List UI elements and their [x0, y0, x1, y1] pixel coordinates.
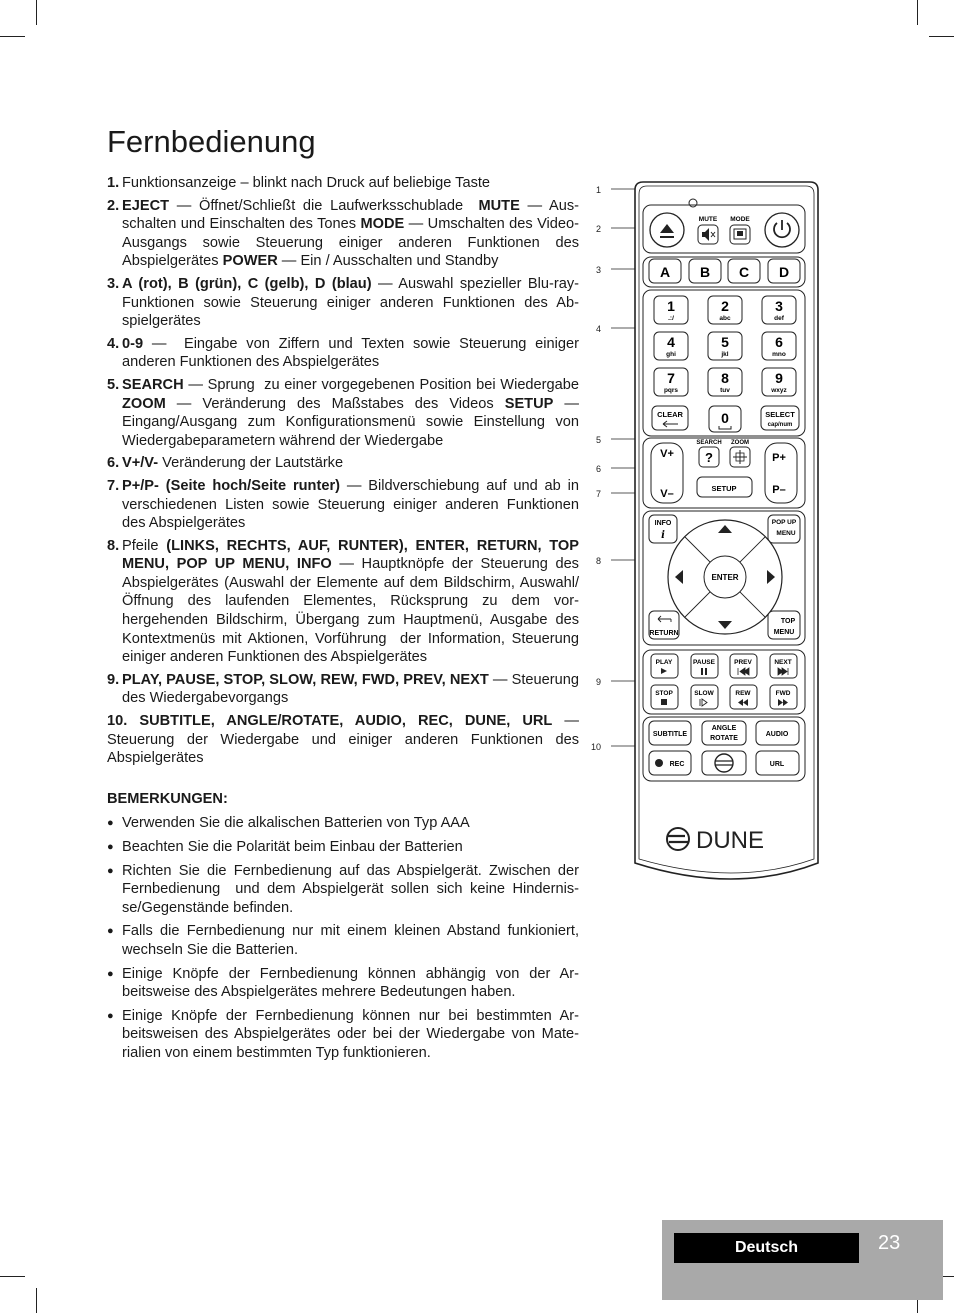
prev-label: PREV: [734, 659, 752, 666]
remark-item: [107, 965, 579, 1002]
crop-mark: [917, 0, 918, 25]
power-button[interactable]: [765, 213, 799, 247]
digit-grid: [654, 296, 796, 396]
feature-item: [107, 454, 579, 473]
remark-text: Einige Knöpfe der Fernbedienung können nur bei bestimmten Arbeitsweisen des Abspielgerätes oder bei der Wiedergabe von Materialien von einem bestimmten Typ funktionieren.: [122, 1007, 579, 1061]
button-a[interactable]: [649, 259, 681, 283]
digit-8-button[interactable]: [708, 368, 742, 396]
stop-label: STOP: [655, 690, 673, 697]
digit-1-button[interactable]: [654, 296, 688, 324]
feature-item: [107, 335, 579, 372]
item-text: Pfeile (LINKS, RECHTS, AUF, RUNTER), ENTER, RETURN, TOP MENU, POP UP MENU, INFO — Hauptknöpfe der Steuerung des Abspielgerätes (Auswahl der Elemente auf dem Bildschirm, Auswahl/Öffnung des laufenden Elementes, Rücksprung zu dem vorhergehenden Bildschirm, Übergang zum Hauptmenü, Ausgabe des Kontextmenüs mit Aktionen, Vorführung der Information, Steuerung einiger anderen Funktionen des Abspielgerätes: [122, 537, 580, 666]
clear-button[interactable]: [652, 406, 688, 430]
digit-6-button[interactable]: [762, 332, 796, 360]
bullet-icon: ●: [107, 967, 114, 980]
item-number: 1.: [107, 175, 120, 191]
button-d-label: D: [778, 264, 790, 280]
item-text: Funktionsanzeige – blinkt nach Druck auf beliebige Taste: [122, 175, 491, 191]
remark-item: [107, 862, 579, 918]
indicator-led: [689, 199, 697, 207]
search-button[interactable]: [699, 447, 719, 467]
remark-item: [107, 1007, 579, 1063]
item-number: 6.: [107, 455, 120, 472]
channel-rocker[interactable]: [765, 443, 797, 503]
clear-label: CLEAR: [657, 410, 683, 419]
callout-1: 1: [595, 185, 601, 195]
digit-6-letters: mno: [772, 351, 786, 358]
angle-rotate-button[interactable]: [702, 721, 746, 745]
feature-item: [107, 174, 579, 193]
remark-text: Falls die Fernbedienung nur mit einem kleinen Abstand funkioniert, wechseln Sie die Batterien.: [122, 923, 579, 958]
item-text: P+/P- (Seite hoch/Seite runter) — Bildverschiebung auf und ab in verschiedenen Listen sowie Steuerung einiger anderen Funktionen des Abspielgerätes: [122, 477, 579, 532]
feature-list: [107, 174, 579, 768]
callout-3: 3: [595, 265, 601, 275]
digit-4-label: 4: [667, 334, 675, 350]
digit-8-label: 8: [721, 370, 729, 386]
select-sub-label: cap/num: [767, 422, 793, 428]
digit-2-label: 2: [721, 298, 729, 314]
rec-button[interactable]: [649, 751, 691, 775]
crop-mark: [36, 1288, 37, 1313]
top-menu-button[interactable]: [768, 611, 800, 639]
callout-7: 7: [595, 489, 601, 499]
digit-1-label: 1: [667, 298, 675, 314]
rotate-label: ROTATE: [710, 735, 738, 742]
top-label-line1: TOP: [780, 618, 796, 625]
select-button[interactable]: [761, 406, 799, 430]
digit-5-label: 5: [721, 334, 729, 350]
search-glyph: ?: [705, 450, 713, 465]
url-label: URL: [769, 761, 785, 768]
digit-2-button[interactable]: [708, 296, 742, 324]
stop-button[interactable]: [651, 685, 678, 709]
crop-mark: [929, 36, 954, 37]
remarks-heading: BEMERKUNGEN:: [107, 790, 228, 807]
subtitle-button[interactable]: [649, 721, 691, 745]
fwd-button[interactable]: [770, 685, 797, 709]
page-number: 23: [878, 1232, 901, 1254]
crop-mark: [0, 1276, 25, 1277]
pause-button[interactable]: [691, 654, 718, 678]
remote-control-illustration: [585, 175, 825, 895]
return-button[interactable]: [649, 611, 679, 639]
button-c-label: C: [738, 264, 750, 280]
digit-1-letters: .:/: [668, 315, 674, 322]
item-number: 8.: [107, 537, 120, 554]
digit-7-letters: pqrs: [663, 387, 679, 394]
audio-button[interactable]: [756, 721, 799, 745]
rew-button[interactable]: [730, 685, 757, 709]
setup-button[interactable]: [697, 477, 752, 497]
fwd-label: FWD: [775, 690, 791, 697]
popup-label-line1: POP UP: [771, 519, 797, 526]
play-label: PLAY: [655, 659, 673, 666]
zoom-label: ZOOM: [731, 440, 749, 446]
page-down-label: P–: [772, 484, 786, 496]
page-title: Fernbedienung: [107, 124, 316, 159]
digit-4-letters: ghi: [666, 351, 676, 358]
digit-7-button[interactable]: [654, 368, 688, 396]
callout-8: 8: [595, 556, 601, 566]
button-d[interactable]: [768, 259, 800, 283]
bullet-icon: ●: [107, 841, 114, 853]
button-b-label: B: [699, 264, 711, 280]
setup-label: SETUP: [711, 484, 737, 493]
content-column: [107, 174, 579, 1068]
callout-4: 4: [595, 324, 601, 334]
remark-item: [107, 838, 579, 857]
item-text: SUBTITLE, ANGLE/ROTATE, AUDIO, REC, DUNE, URL — Steuerung der Wiedergabe und einiger anderen Funktionen des Abspielgerätes: [107, 713, 579, 767]
url-button[interactable]: [756, 751, 799, 775]
brand-name: DUNE: [696, 827, 765, 854]
feature-item: [107, 671, 579, 708]
info-button[interactable]: [649, 515, 677, 543]
callout-5: 5: [595, 435, 601, 445]
item-text: PLAY, PAUSE, STOP, SLOW, REW, FWD, PREV, NEXT — Steuerung des Wiedergabevorgangs: [122, 671, 579, 707]
prev-button[interactable]: [730, 654, 757, 678]
top-label-line2: MENU: [773, 629, 795, 636]
mode-label: MODE: [730, 216, 750, 223]
next-button[interactable]: [770, 654, 797, 678]
popup-label-line2: MENU: [776, 530, 796, 537]
digit-0-button[interactable]: [709, 406, 741, 432]
item-number: 7.: [107, 477, 120, 494]
feature-item: [107, 477, 579, 533]
item-number: 5.: [107, 376, 120, 393]
item-text: A (rot), B (grün), C (gelb), D (blau) — Auswahl spezieller Blu-ray-Funktionen sowie Steuerung einiger anderen Funktionen des Abspielgerätes: [122, 275, 579, 330]
volume-up-label: V+: [660, 448, 674, 460]
button-b[interactable]: [689, 259, 721, 283]
digit-6-label: 6: [775, 334, 783, 350]
bullet-icon: ●: [107, 817, 114, 830]
callout-10: 10: [590, 742, 601, 752]
dpad[interactable]: [668, 520, 782, 634]
feature-item: [107, 197, 579, 271]
item-text: 0-9 — Eingabe von Ziffern und Texten sowie Steuerung einiger anderen Funktionen des Abspielgerätes: [122, 335, 579, 371]
digit-3-letters: def: [774, 315, 784, 322]
language-label: Deutsch: [674, 1233, 859, 1263]
mode-button[interactable]: [730, 225, 750, 244]
item-text: V+/V- Veränderung der Lautstärke: [122, 455, 344, 472]
item-number: 10.: [107, 713, 128, 730]
button-c[interactable]: [728, 259, 760, 283]
callout-9: 9: [595, 677, 601, 687]
mute-button[interactable]: [698, 225, 718, 244]
rec-label: REC: [669, 761, 685, 768]
callout-6: 6: [595, 464, 601, 474]
info-icon: i: [661, 530, 665, 541]
item-number: 4.: [107, 335, 120, 352]
feature-item: [107, 537, 579, 667]
search-label: SEARCH: [696, 440, 722, 446]
digit-4-button[interactable]: [654, 332, 688, 360]
item-number: 9.: [107, 671, 120, 688]
crop-mark: [0, 36, 25, 37]
pause-label: PAUSE: [693, 659, 715, 666]
dune-button[interactable]: [702, 751, 746, 775]
next-label: NEXT: [774, 659, 792, 666]
digit-9-letters: wxyz: [771, 387, 787, 394]
remark-text: Beachten Sie die Polarität beim Einbau der Batterien: [122, 839, 463, 855]
bullet-icon: ●: [107, 925, 114, 938]
digit-0-label: 0: [721, 410, 729, 426]
feature-item: [107, 712, 579, 768]
callout-2: 2: [595, 224, 601, 234]
item-number: 3.: [107, 275, 120, 292]
dune-logo: [667, 827, 764, 854]
digit-5-letters: jkl: [721, 351, 729, 358]
mute-label: MUTE: [698, 216, 718, 223]
remarks-list: [107, 814, 579, 1062]
page-up-label: P+: [772, 452, 786, 464]
item-text: EJECT — Öffnet/Schließt die Laufwerksschublade MUTE — Ausschalten und Einschalten des Tones MODE — Umschalten des Video-Ausgangs sowie Steuerung einiger anderen Funktionen des Abspielgerätes POWER — Ein / Ausschalten und Standby: [122, 197, 580, 270]
digit-7-label: 7: [667, 370, 675, 386]
bullet-icon: ●: [107, 1009, 114, 1022]
subtitle-label: SUBTITLE: [652, 731, 688, 738]
digit-9-button[interactable]: [762, 368, 796, 396]
item-number: 2.: [107, 197, 120, 214]
popup-menu-button[interactable]: [768, 515, 800, 543]
item-text: SEARCH — Sprung zu einer vorgegebenen Position bei Wiedergabe ZOOM — Veränderung des Maßstabes des Videos SETUP — Eingang/Ausgang zum Konfigurationsmenü sowie Einstellung von Wiedergabeparametern während der Wiedergabe: [122, 376, 579, 449]
feature-item: [107, 376, 579, 450]
button-a-label: A: [659, 264, 671, 280]
crop-mark: [36, 0, 37, 25]
volume-down-label: V–: [660, 488, 674, 500]
remark-item: [107, 922, 579, 959]
remark-item: [107, 814, 579, 833]
digit-3-button[interactable]: [762, 296, 796, 324]
digit-8-letters: tuv: [720, 387, 730, 394]
feature-item: [107, 275, 579, 331]
digit-3-label: 3: [775, 298, 783, 314]
remark-text: Einige Knöpfe der Fernbedienung können abhängig von der Arbeitsweise des Abspielgerätes mehrere Bedeutungen haben.: [122, 965, 579, 1001]
angle-label: ANGLE: [711, 725, 737, 732]
digit-5-button[interactable]: [708, 332, 742, 360]
enter-label: ENTER: [711, 573, 739, 582]
return-label: RETURN: [649, 630, 679, 637]
play-button[interactable]: [651, 654, 678, 678]
info-label: INFO: [654, 520, 672, 527]
eject-button[interactable]: [650, 213, 684, 247]
audio-label: AUDIO: [765, 731, 789, 738]
bullet-icon: ●: [107, 864, 114, 877]
rew-label: REW: [735, 690, 751, 697]
digit-9-label: 9: [775, 370, 783, 386]
volume-rocker[interactable]: [651, 443, 683, 503]
select-label: SELECT: [765, 410, 795, 419]
zoom-button[interactable]: [730, 447, 750, 467]
slow-label: SLOW: [694, 690, 714, 697]
remark-text: Verwenden Sie die alkalischen Batterien von Typ AAA: [122, 815, 470, 832]
remark-text: Richten Sie die Fernbedienung auf das Abspielgerät. Zwischen der Fernbedienung und dem Abspielgerät sollen sich keine Hindernisse/Gegenstände befinden.: [122, 862, 579, 916]
digit-2-letters: abc: [719, 315, 731, 322]
slow-button[interactable]: [691, 685, 718, 709]
